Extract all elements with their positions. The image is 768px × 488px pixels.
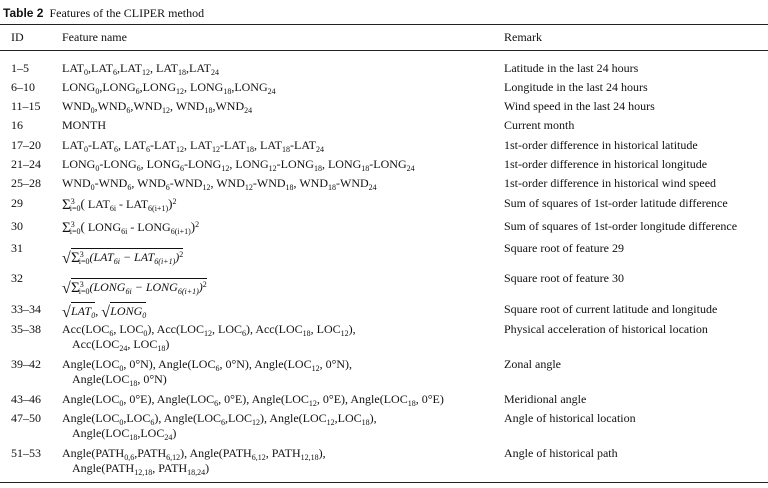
- row-remark: Sum of squares of 1st-order latitude difference: [504, 196, 728, 210]
- column-header-id: ID: [11, 30, 24, 44]
- feature-cell: MONTH: [62, 118, 106, 132]
- row-id: 51–53: [11, 446, 41, 460]
- row-id: 25–28: [11, 176, 41, 190]
- row-id: 6–10: [11, 80, 35, 94]
- row-remark: Longitude in the last 24 hours: [504, 80, 648, 94]
- row-remark: Wind speed in the last 24 hours: [504, 99, 655, 113]
- row-id: 17–20: [11, 138, 41, 152]
- feature-cell: $Angle(PATH_{0,6},PATH_{6,12})$, $Angle(PATH_{6,12}$, $PATH_{12,18}$), $Angle(PATH_{12,18}$, $PATH_{18,24}$): [62, 446, 326, 477]
- feature-cell: $WND_0,WND_6,WND_{12}$, $WND_{18},WND_{24}$: [62, 99, 253, 115]
- row-id: 39–42: [11, 357, 41, 371]
- row-id: 43–46: [11, 392, 41, 406]
- feature-cell: $LONG_0-LONG_6$, $LONG_6-LONG_{12}$, $LONG_{12}-LONG_{18}$, $LONG_{18}-LONG_{24}$: [62, 157, 415, 173]
- column-header-remark: Remark: [504, 30, 542, 44]
- row-remark: Meridional angle: [504, 392, 587, 406]
- row-remark: Sum of squares of 1st-order longitude difference: [504, 219, 738, 233]
- table-label: Table 2: [3, 6, 44, 20]
- table-bottom-rule: [0, 482, 768, 483]
- feature-cell: $WND_0-WND_6$, $WND_6-WND_{12}$, $WND_{12}-WND_{18}$, $WND_{18}-WND_{24}$: [62, 176, 377, 192]
- row-id: 47–50: [11, 411, 41, 425]
- row-id: 16: [11, 118, 23, 132]
- row-remark: 1st-order difference in historical longitude: [504, 157, 708, 171]
- table-title: Features of the CLIPER method: [49, 6, 205, 20]
- row-remark: Zonal angle: [504, 357, 561, 371]
- row-remark: 1st-order difference in historical wind speed: [504, 176, 717, 190]
- row-remark: Latitude in the last 24 hours: [504, 61, 639, 75]
- feature-cell: $Angle(LOC_0,LOC_6)$, $Angle(LOC_6,LOC_{12})$, $Angle(LOC_{12},LOC_{18})$, $Angle(LOC_{18},LOC_{24})$: [62, 411, 377, 442]
- row-remark: 1st-order difference in historical latitude: [504, 138, 698, 152]
- row-remark: Angle of historical location: [504, 411, 636, 425]
- row-remark: Angle of historical path: [504, 446, 618, 460]
- feature-cell: $\Sigma^3_{i=0}$( $LAT_{6i} - LAT_{6(i+1)})^2$: [62, 196, 177, 213]
- feature-cell: $Acc(LOC_6$, $LOC_0$), $Acc(LOC_{12}$, $LOC_6$), $Acc(LOC_{18}$, $LOC_{12}$), $Acc(LOC_{24}$, $LOC_{18}$): [62, 322, 356, 353]
- row-id: 31: [11, 241, 23, 255]
- row-id: 35–38: [11, 322, 41, 336]
- row-id: 11–15: [11, 99, 41, 113]
- feature-cell: $Angle(LOC_0$, 0°N), $Angle(LOC_6$, 0°N), $Angle(LOC_{12}$, 0°N), $Angle(LOC_{18}$, 0°N): [62, 357, 353, 388]
- row-id: 32: [11, 271, 23, 285]
- row-remark: Square root of feature 29: [504, 241, 624, 255]
- feature-cell: √ $LAT_0$, √ $LONG_0$: [62, 304, 147, 321]
- table-top-rule: [0, 24, 768, 25]
- row-remark: Current month: [504, 118, 575, 132]
- feature-cell: $Angle(LOC_0$, 0°E), $Angle(LOC_6$, 0°E), $Angle(LOC_{12}$, 0°E), $Angle(LOC_{18}$, 0°E): [62, 392, 444, 408]
- table-caption: [3, 6, 204, 20]
- row-id: 21–24: [11, 157, 41, 171]
- feature-cell: $\Sigma^3_{i=0}$( $LONG_{6i}$ - $LONG_{6(i+1)})^2$: [62, 219, 200, 236]
- row-remark: Physical acceleration of historical location: [504, 322, 708, 336]
- feature-cell: $LAT_0-LAT_6$, $LAT_6-LAT_{12}$, $LAT_{12}-LAT_{18}$, $LAT_{18}-LAT_{24}$: [62, 138, 324, 154]
- table-header-rule: [0, 50, 768, 51]
- row-remark: Square root of current latitude and longitude: [504, 302, 718, 316]
- row-id: 30: [11, 219, 23, 233]
- feature-cell: √ $\Sigma^3_{i=0}(LAT_{6i} - LAT_{6(i+1)})^2$: [62, 250, 184, 267]
- feature-cell: $LONG_0,LONG_6,LONG_{12}$, $LONG_{18},LONG_{24}$: [62, 80, 276, 96]
- feature-cell: $LAT_0,LAT_6,LAT_{12}$, $LAT_{18},LAT_{24}$: [62, 61, 219, 77]
- row-id: 1–5: [11, 61, 29, 75]
- row-remark: Square root of feature 30: [504, 271, 624, 285]
- feature-cell: √ $\Sigma^3_{i=0}(LONG_{6i}$ − $LONG_{6(i+1)})^2$: [62, 280, 207, 297]
- row-id: 33–34: [11, 302, 41, 316]
- column-header-feature: Feature name: [62, 30, 127, 44]
- row-id: 29: [11, 196, 23, 210]
